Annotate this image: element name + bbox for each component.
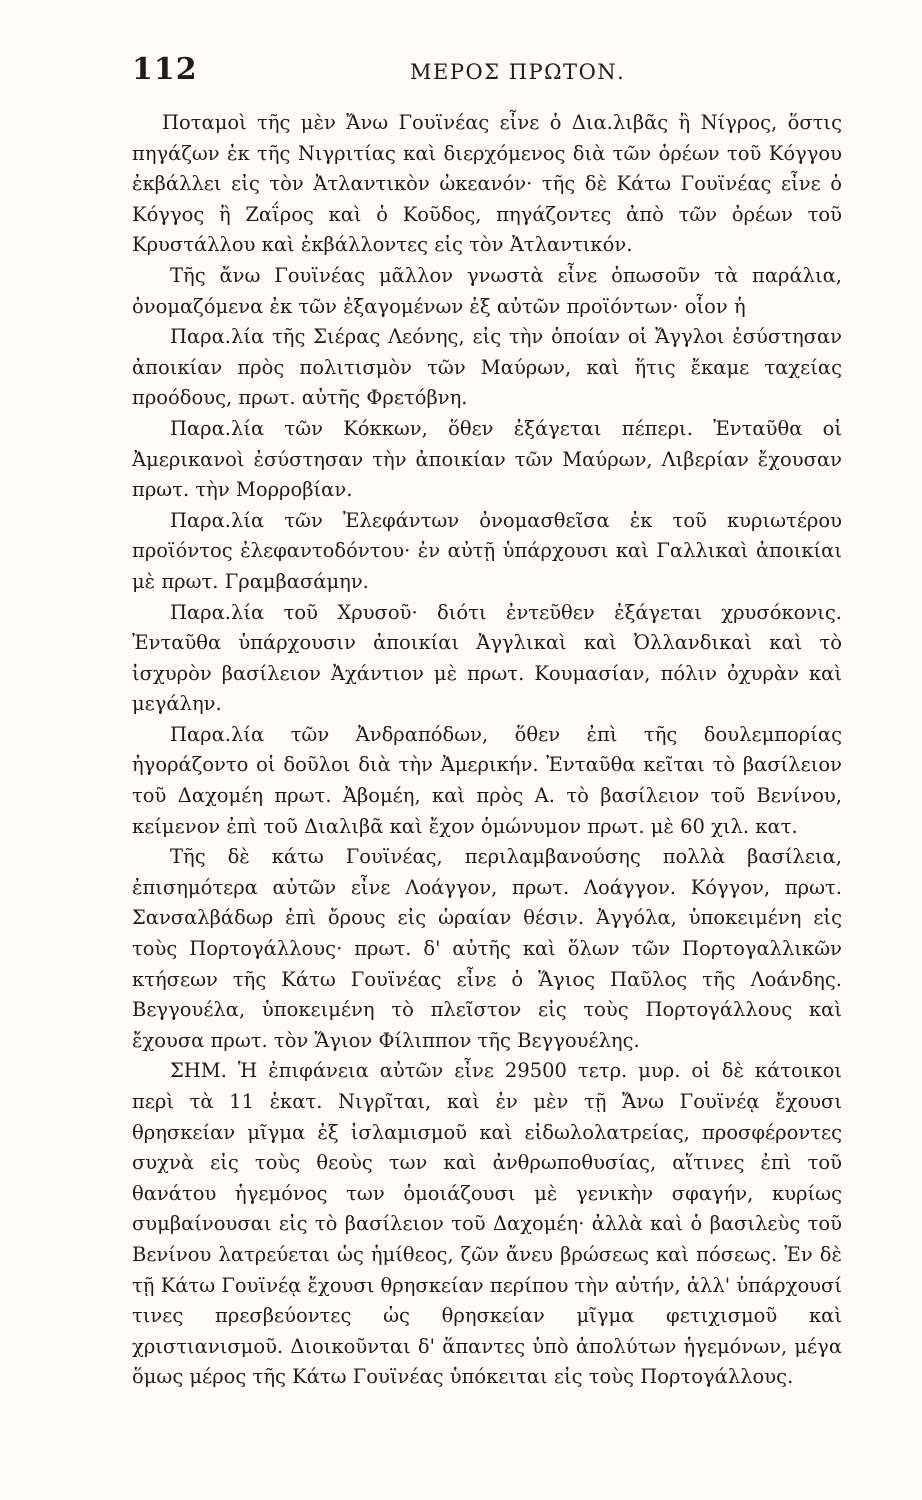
body-text xyxy=(132,108,842,1393)
paragraph-upper-guinea-coasts: Τῆς ἄνω Γουϊνέας μᾶλλον γνωστὰ εἶνε ὁπωσοῦν τὰ παράλια, ὀνομαζόμενα ἐκ τῶν ἐξαγομένων ἐξ αὐτῶν προϊόντων· οἷον ἡ xyxy=(132,263,842,318)
paragraph-lower-guinea: Τῆς δὲ κάτω Γουϊνέας, περιλαμβανούσης πολλὰ βασίλεια, ἐπισημότερα αὐτῶν εἶνε Λοάγγον, πρωτ. Λοάγγον. Κόγγον, πρωτ. Σανσαλβάδωρ ἐπὶ ὄρους εἰς ὡραίαν θέσιν. Ἀγγόλα, ὑποκειμένη εἰς τοὺς Πορτογάλλους· πρωτ. δ' αὐτῆς καὶ ὅλων τῶν Πορτογαλλικῶν κτήσεων τῆς Κάτω Γουϊνέας εἶνε ὁ Ἅγιος Παῦλος τῆς Λοάνδης. Βεγγουέλα, ὑποκειμένη τὸ πλεῖστον εἰς τοὺς Πορτογάλλους καὶ ἔχουσα πρωτ. τὸν Ἅγιον Φίλιππον τῆς Βεγγουέλης. xyxy=(132,845,842,1052)
running-title: ΜΕΡΟΣ ΠΡΩΤΟΝ. xyxy=(410,60,626,84)
paragraph-ivory-coast: Παρα.λία τῶν Ἐλεφάντων ὀνομασθεῖσα ἐκ τοῦ κυριωτέρου προϊόντος ἐλεφαντοδόντου· ἐν αὐτῇ ὑπάρχουσι καὶ Γαλλικαὶ ἀποικίαι μὲ πρωτ. Γραμβασάμην. xyxy=(132,508,842,593)
paragraph-gold-coast: Παρα.λία τοῦ Χρυσοῦ· διότι ἐντεῦθεν ἐξάγεται χρυσόκονις. Ἐνταῦθα ὑπάρχουσιν ἀποικίαι Ἀγγλικαὶ καὶ Ὀλλανδικαὶ καὶ τὸ ἰσχυρὸν βασίλειον Ἀχάντιον μὲ πρωτ. Κουμασίαν, πόλιν ὀχυρὰν καὶ μεγάλην. xyxy=(132,600,842,716)
paragraph-slave-coast: Παρα.λία τῶν Ἀνδραπόδων, ὅθεν ἐπὶ τῆς δουλεμπορίας ἠγοράζοντο οἱ δοῦλοι διὰ τὴν Ἀμερικήν. Ἐνταῦθα κεῖται τὸ βασίλειον τοῦ Δαχομέη πρωτ. Ἀβομέη, καὶ πρὸς Α. τὸ βασίλειον τοῦ Βενίνου, κείμενον ἐπὶ τοῦ Διαλιβᾶ καὶ ἔχον ὁμώνυμον πρωτ. μὲ 60 χιλ. κατ. xyxy=(132,722,842,838)
paragraph-grain-coast: Παρα.λία τῶν Κόκκων, ὅθεν ἐξάγεται πέπερι. Ἐνταῦθα οἱ Ἀμερικανοὶ ἐσύστησαν τὴν ἀποικίαν τῶν Μαύρων, Λιβερίαν ἔχουσαν πρωτ. τὴν Μορροβίαν. xyxy=(132,416,842,502)
paragraph-rivers: Ποταμοὶ τῆς μὲν Ἄνω Γουϊνέας εἶνε ὁ Δια.λιβᾶς ἢ Νίγρος, ὅστις πηγάζων ἐκ τῆς Νιγριτίας καὶ διερχόμενος διὰ τῶν ὀρέων τοῦ Κόγγου ἐκβάλλει εἰς τὸν Ἀτλαντικὸν ὠκεανόν· τῆς δὲ Κάτω Γουϊνέας εἶνε ὁ Κόγγος ἢ Ζαΐρος καὶ ὁ Κοῦδος, πηγάζοντες ἀπὸ τῶν ὀρέων τοῦ Κρυστάλλου καὶ ἐκβάλλοντες εἰς τὸν Ἀτλαντικόν. xyxy=(132,111,842,257)
paragraph-sierra-leone: Παρα.λία τῆς Σιέρας Λεόνης, εἰς τὴν ὁποίαν οἱ Ἄγγλοι ἐσύστησαν ἀποικίαν πρὸς πολιτισμὸν τῶν Μαύρων, καὶ ἥτις ἔκαμε ταχείας προόδους, πρωτ. αὐτῆς Φρετόβνη. xyxy=(132,325,842,410)
page-number: 112 xyxy=(132,52,198,87)
paragraph-note: ΣΗΜ. Ἡ ἐπιφάνεια αὐτῶν εἶνε 29500 τετρ. μυρ. οἱ δὲ κάτοικοι περὶ τὰ 11 ἑκατ. Νιγρῖται, καὶ ἐν μὲν τῇ Ἄνω Γουϊνέᾳ ἔχουσι θρησκείαν μῖγμα ἐξ ἰσλαμισμοῦ καὶ εἰδωλολατρείας, προσφέροντες συχνὰ εἰς τοὺς θεοὺς των καὶ ἀνθρωποθυσίας, αἵτινες ἐπὶ τοῦ θανάτου ἡγεμόνος των ὁμοιάζουσι μὲ γενικὴν σφαγήν, κυρίως συμβαίνουσαι εἰς τὸ βασίλειον τοῦ Δαχομέη· ἀλλὰ καὶ ὁ βασιλεὺς τοῦ Βενίνου λατρεύεται ὡς ἡμίθεος, ζῶν ἄνευ βρώσεως καὶ πόσεως. Ἐν δὲ τῇ Κάτω Γουϊνέᾳ ἔχουσι θρησκείαν περίπου τὴν αὐτήν, ἀλλ' ὑπάρχουσί τινες πρεσβεύοντες ὡς θρησκείαν μῖγμα φετιχισμοῦ καὶ χριστιανισμοῦ. Διοικοῦνται δ' ἅπαντες ὑπὸ ἀπολύτων ἡγεμόνων, μέγα ὅμως μέρος τῆς Κάτω Γουϊνέας ὑπόκειται εἰς τοὺς Πορτογάλλους. xyxy=(132,1059,842,1389)
page-header xyxy=(132,52,842,108)
